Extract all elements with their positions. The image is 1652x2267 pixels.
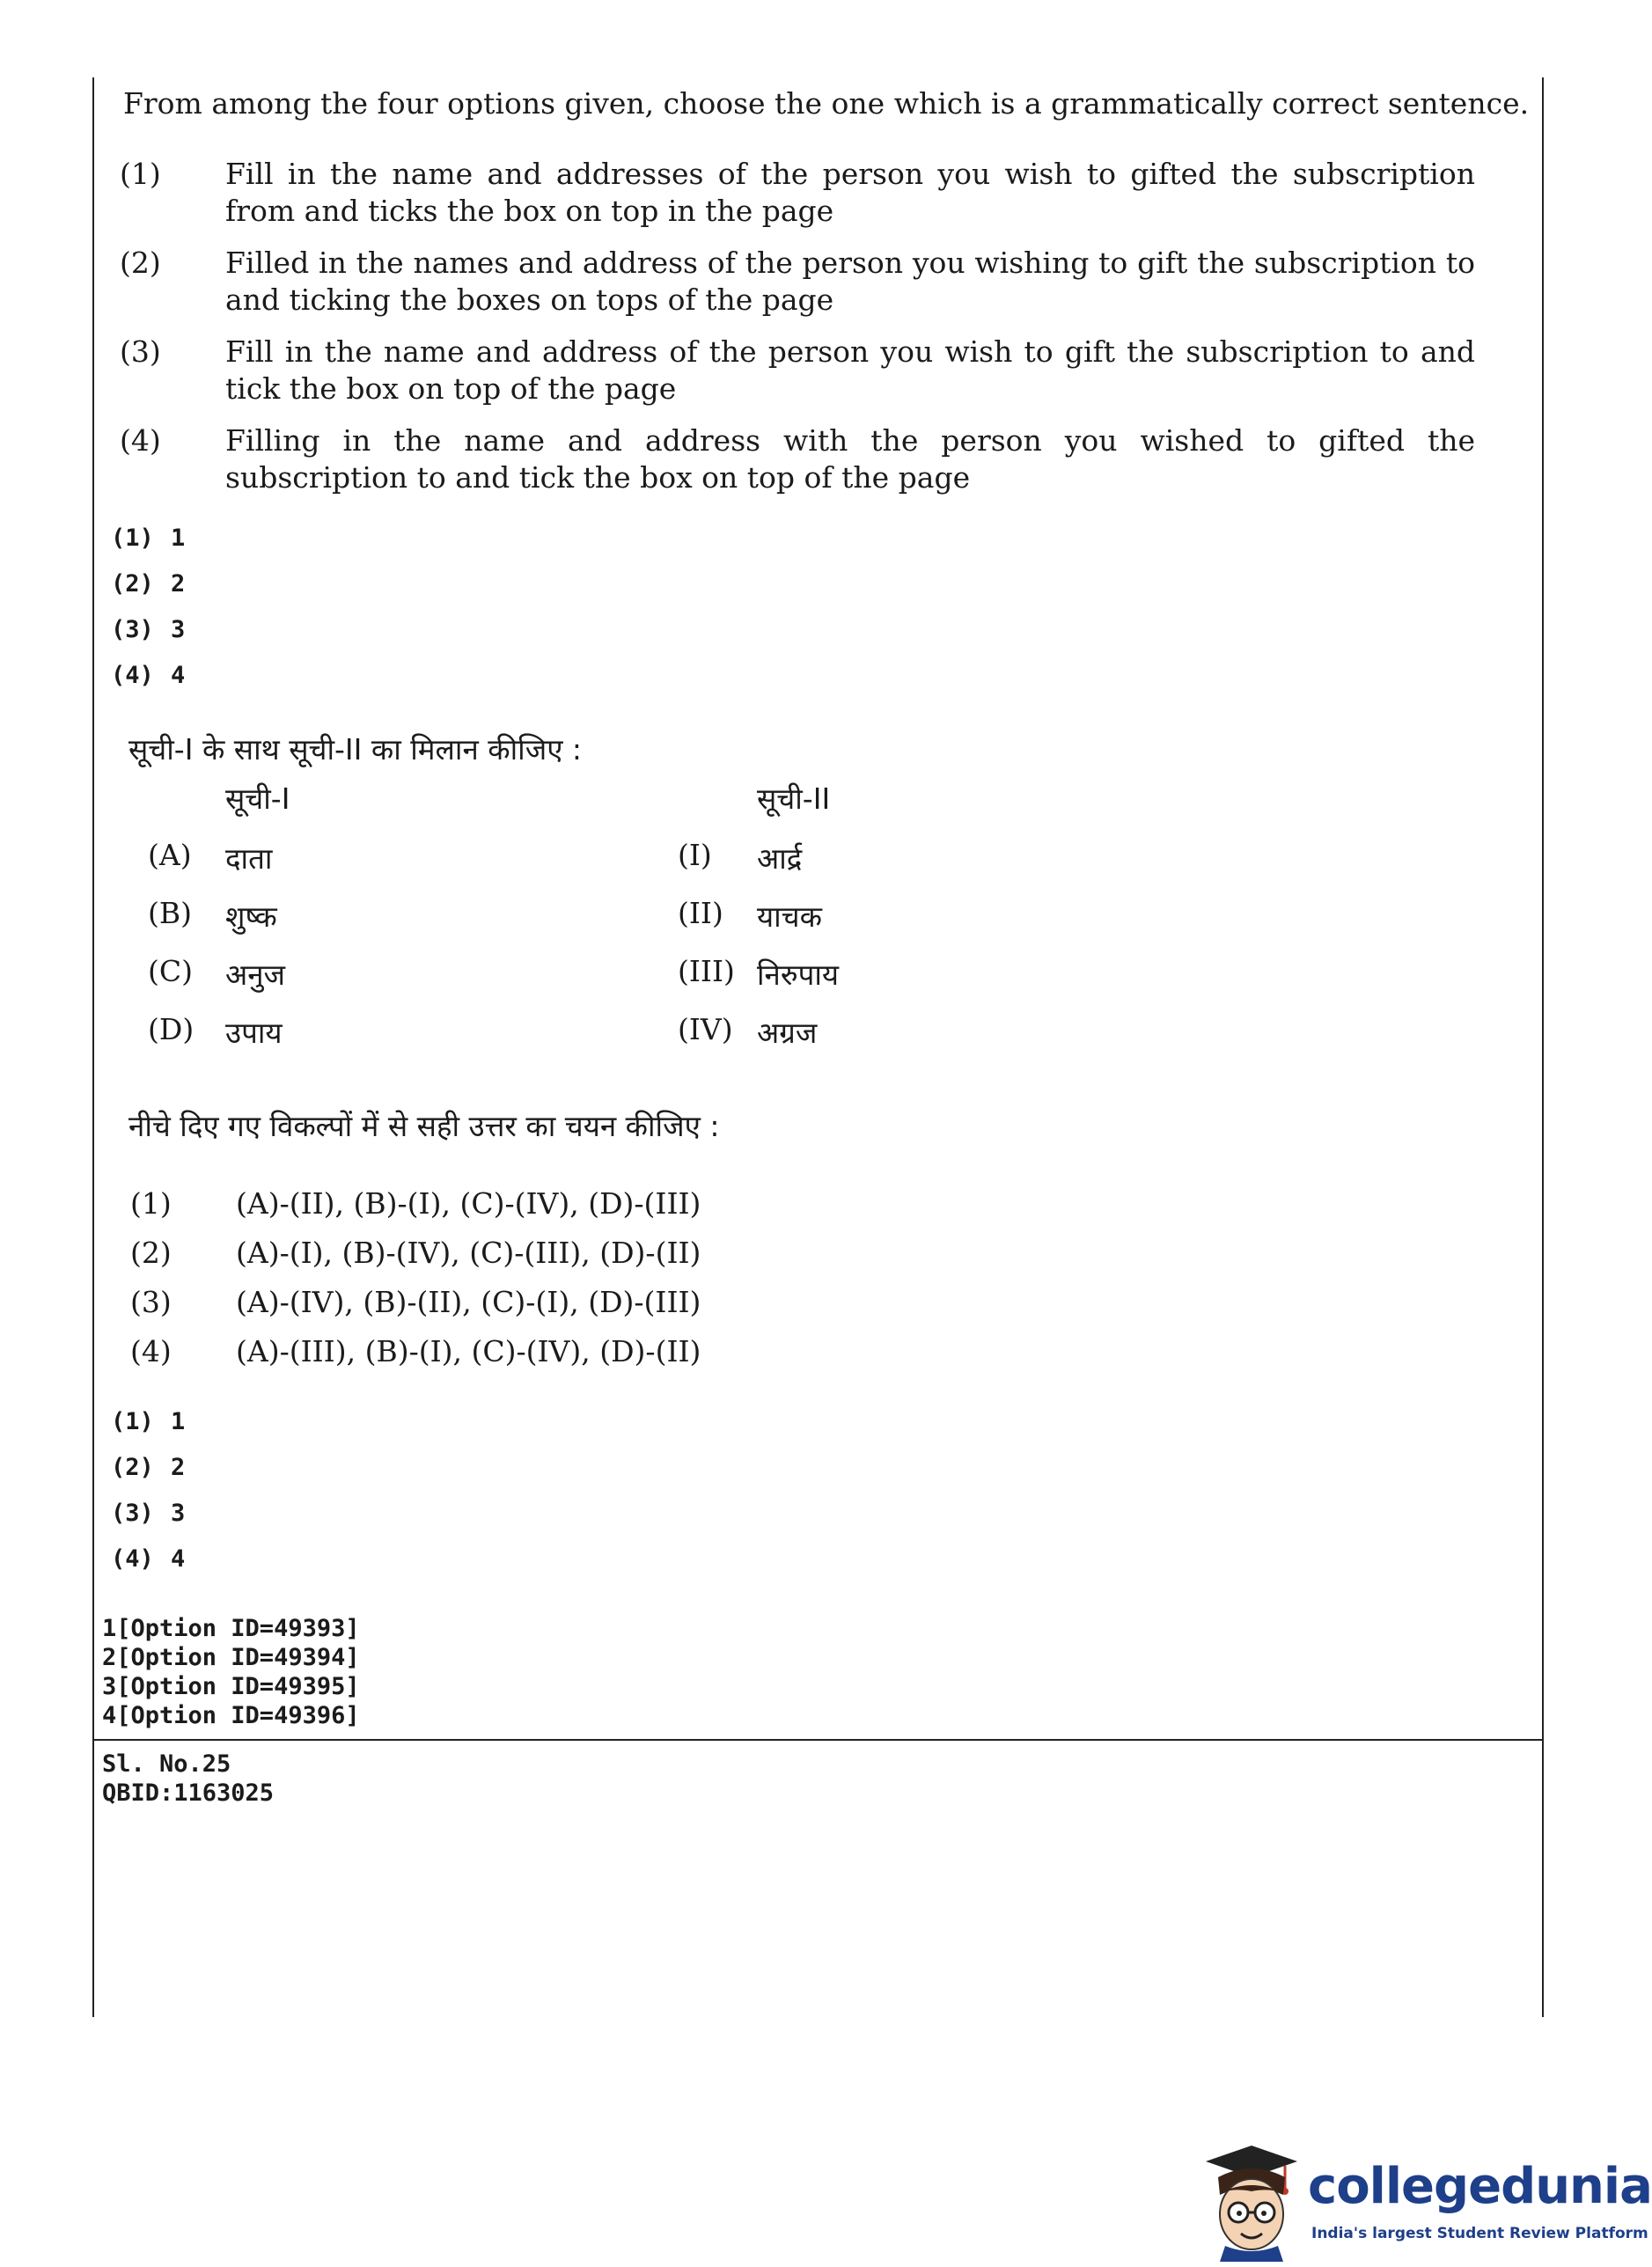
q1-option-2 — [120, 245, 1475, 319]
list2-header: सूची-II — [757, 781, 831, 816]
q2-option-2: (2) (A)-(I), (B)-(IV), (C)-(III), (D)-(II) — [130, 1236, 701, 1270]
option-id-2: 2[Option ID=49394] — [102, 1644, 360, 1671]
q2-answer-3: (3) 3 — [111, 1500, 186, 1527]
q1-answer-3: (3) 3 — [111, 616, 186, 643]
logo-tagline: India's largest Student Review Platform — [1311, 2225, 1648, 2242]
q2-intro: सूची-I के साथ सूची-II का मिलान कीजिए : — [128, 732, 583, 767]
q1-answer-4: (4) 4 — [111, 662, 186, 689]
option-id-1: 1[Option ID=49393] — [102, 1615, 360, 1642]
list1-item-c: अनुज — [225, 957, 286, 992]
list1-label-b: (B) — [148, 896, 192, 930]
q1-option-number: (4) — [120, 423, 161, 458]
list2-item-iv: अग्रज — [757, 1016, 818, 1050]
q1-option-1 — [120, 156, 1475, 230]
list1-label-a: (A) — [148, 838, 192, 872]
question-bank-id: QBID:1163025 — [102, 1779, 275, 1807]
q1-option-text: Filling in the name and address with the person you wished to gifted the subscription to and tick the box on top of the page — [225, 423, 1475, 495]
q2-option-4: (4) (A)-(III), (B)-(I), (C)-(IV), (D)-(II) — [130, 1334, 701, 1368]
q2-option-1: (1) (A)-(II), (B)-(I), (C)-(IV), (D)-(III) — [130, 1186, 701, 1221]
list1-label-c: (C) — [148, 954, 193, 988]
collegedunia-logo — [1199, 2142, 1652, 2262]
q2-prompt: नीचे दिए गए विकल्पों में से सही उत्तर का चयन कीजिए : — [128, 1109, 720, 1143]
q1-option-text: Fill in the name and addresses of the person you wish to gifted the subscription from and ticks the box on top in the page — [225, 157, 1475, 228]
q1-option-text: Filled in the names and address of the person you wishing to gift the subscription to and ticking the boxes on tops of the page — [225, 246, 1475, 317]
list1-label-d: (D) — [148, 1012, 195, 1046]
q1-answer-1: (1) 1 — [111, 525, 186, 552]
question-meta — [102, 1750, 274, 1808]
q1-option-text: Fill in the name and address of the person you wish to gift the subscription to and tick the box on top of the page — [225, 334, 1475, 406]
list2-item-i: आर्द्र — [757, 841, 803, 876]
q1-option-4 — [120, 422, 1475, 496]
logo-wordmark: collegedunia — [1308, 2158, 1652, 2215]
student-mascot-icon — [1199, 2142, 1304, 2262]
option-id-list — [102, 1614, 360, 1730]
q2-answer-2: (2) 2 — [111, 1454, 186, 1481]
list1-header: सूची-I — [225, 781, 290, 816]
option-id-4: 4[Option ID=49396] — [102, 1702, 360, 1729]
list2-item-ii: याचक — [757, 899, 822, 934]
list2-item-iii: निरुपाय — [757, 957, 840, 992]
list1-item-b: शुष्क — [225, 899, 277, 934]
list2-label-ii: (II) — [678, 896, 723, 930]
q1-option-number: (1) — [120, 157, 161, 191]
option-id-3: 3[Option ID=49395] — [102, 1673, 360, 1700]
right-border — [1542, 77, 1544, 2017]
q1-option-3 — [120, 334, 1475, 407]
list2-label-iii: (III) — [678, 954, 735, 988]
q1-option-number: (3) — [120, 334, 161, 369]
list2-label-i: (I) — [678, 838, 712, 872]
list1-item-a: दाता — [225, 841, 273, 876]
q2-option-3: (3) (A)-(IV), (B)-(II), (C)-(I), (D)-(III) — [130, 1285, 701, 1319]
list2-label-iv: (IV) — [678, 1012, 733, 1046]
q1-option-number: (2) — [120, 246, 161, 280]
serial-number: Sl. No.25 — [102, 1750, 231, 1778]
list1-item-d: उपाय — [225, 1016, 283, 1050]
q1-intro: From among the four options given, choose the one which is a grammatically correct sentence. — [123, 86, 1530, 121]
left-border — [92, 77, 94, 2017]
q1-answer-2: (2) 2 — [111, 570, 186, 598]
q2-answer-4: (4) 4 — [111, 1545, 186, 1573]
q2-answer-1: (1) 1 — [111, 1408, 186, 1435]
question-divider — [92, 1739, 1544, 1741]
